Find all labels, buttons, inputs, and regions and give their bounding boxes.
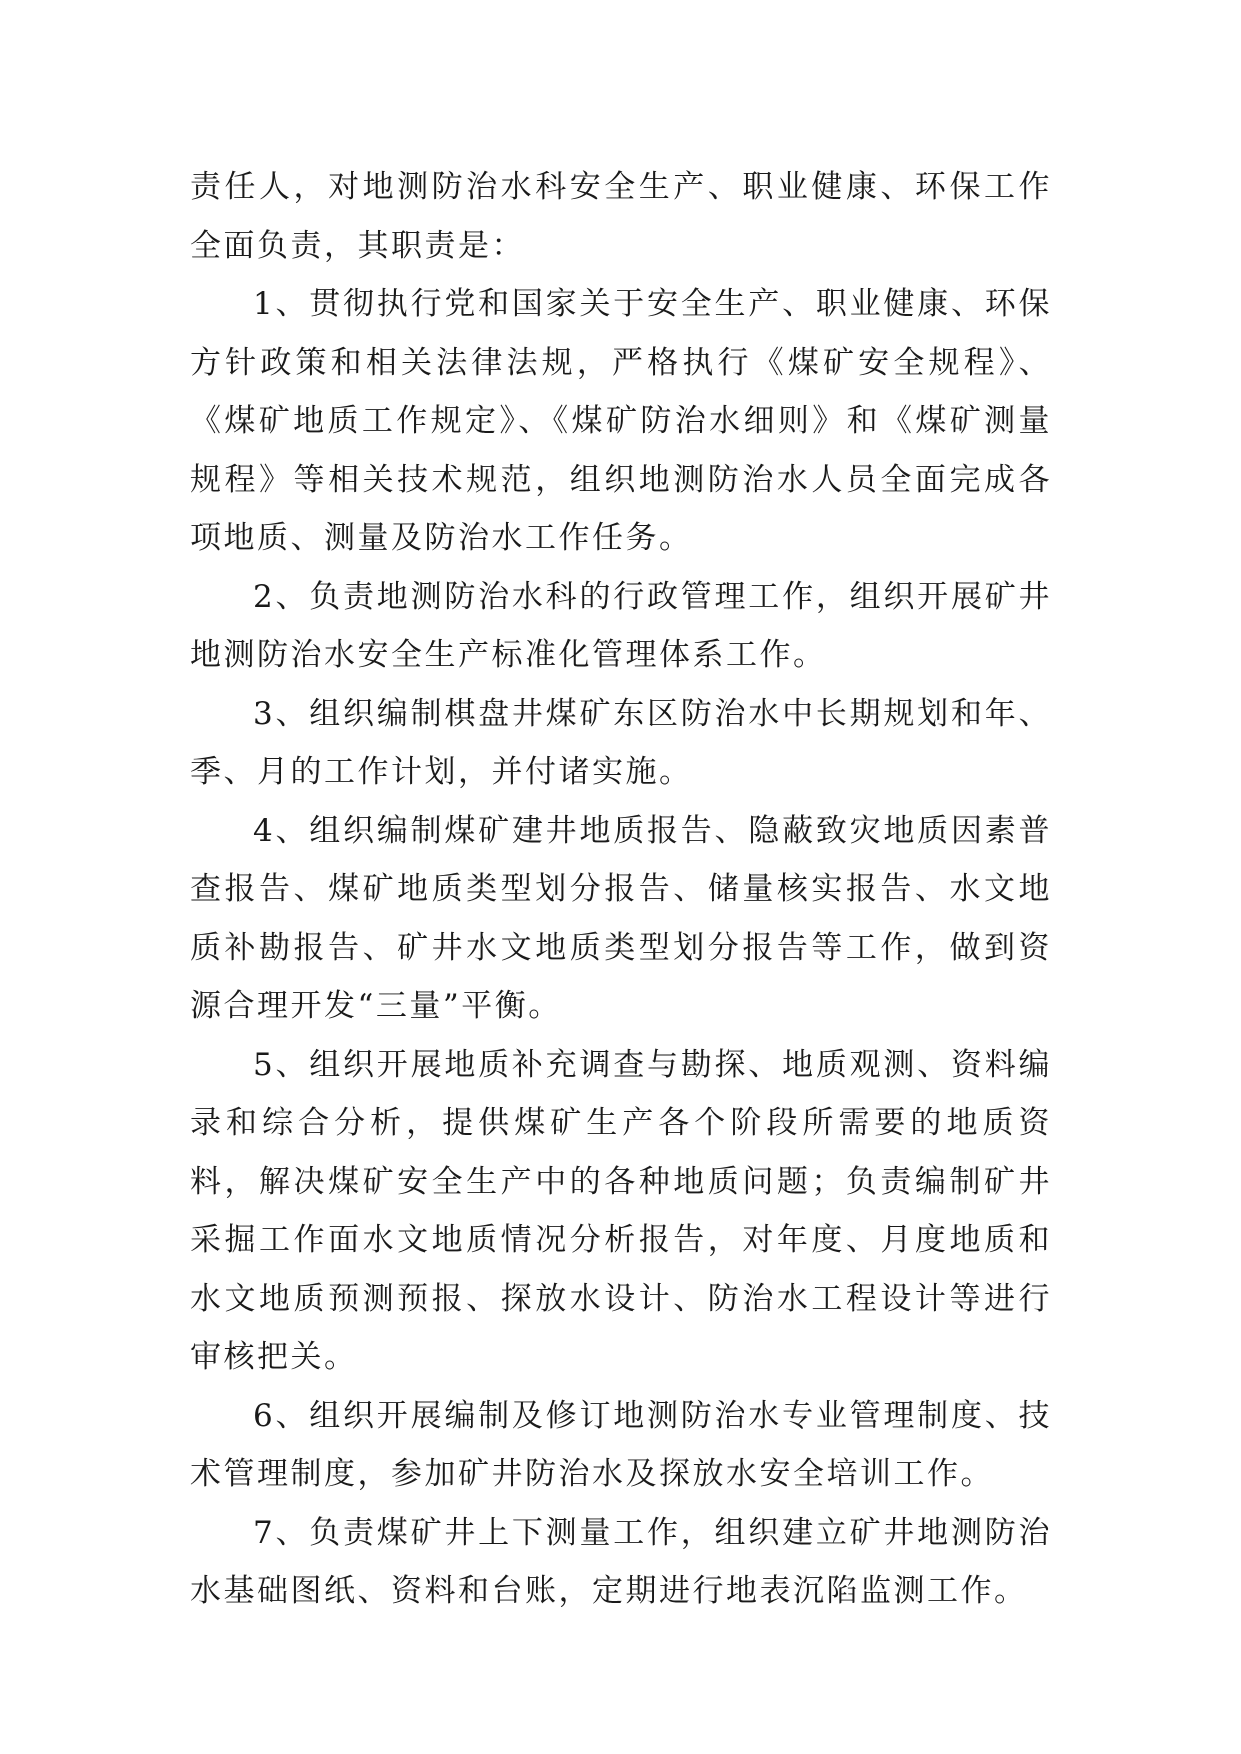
paragraph-item-3: 3、组织编制棋盘井煤矿东区防治水中长期规划和年、季、月的工作计划，并付诸实施。 bbox=[190, 695, 1052, 790]
paragraph-continuation: 责任人，对地测防治水科安全生产、职业健康、环保工作全面负责，其职责是： bbox=[190, 169, 1052, 264]
paragraph-item-5: 5、组织开展地质补充调查与勘探、地质观测、资料编录和综合分析，提供煤矿生产各个阶段所需要的地质资料，解决煤矿安全生产中的各种地质问题；负责编制矿井采掘工作面水文地质情况分析报告，对年度、月度地质和水文地质预测预报、探放水设计、防治水工程设计等进行审核把关。 bbox=[190, 1046, 1052, 1375]
paragraph-item-7: 7、负责煤矿井上下测量工作，组织建立矿井地测防治水基础图纸、资料和台账，定期进行地表沉陷监测工作。 bbox=[190, 1514, 1052, 1609]
paragraph-item-1: 1、贯彻执行党和国家关于安全生产、职业健康、环保方针政策和相关法律法规，严格执行《煤矿安全规程》、《煤矿地质工作规定》、《煤矿防治水细则》和《煤矿测量规程》等相关技术规范，组织地测防治水人员全面完成各项地质、测量及防治水工作任务。 bbox=[190, 286, 1052, 556]
paragraph-item-6: 6、组织开展编制及修订地测防治水专业管理制度、技术管理制度，参加矿井防治水及探放水安全培训工作。 bbox=[190, 1397, 1052, 1492]
document-body bbox=[190, 158, 1052, 1621]
paragraph-item-4: 4、组织编制煤矿建井地质报告、隐蔽致灾地质因素普查报告、煤矿地质类型划分报告、储量核实报告、水文地质补勘报告、矿井水文地质类型划分报告等工作，做到资源合理开发“三量”平衡。 bbox=[190, 812, 1052, 1024]
paragraph-item-2: 2、负责地测防治水科的行政管理工作，组织开展矿井地测防治水安全生产标准化管理体系工作。 bbox=[190, 578, 1052, 673]
